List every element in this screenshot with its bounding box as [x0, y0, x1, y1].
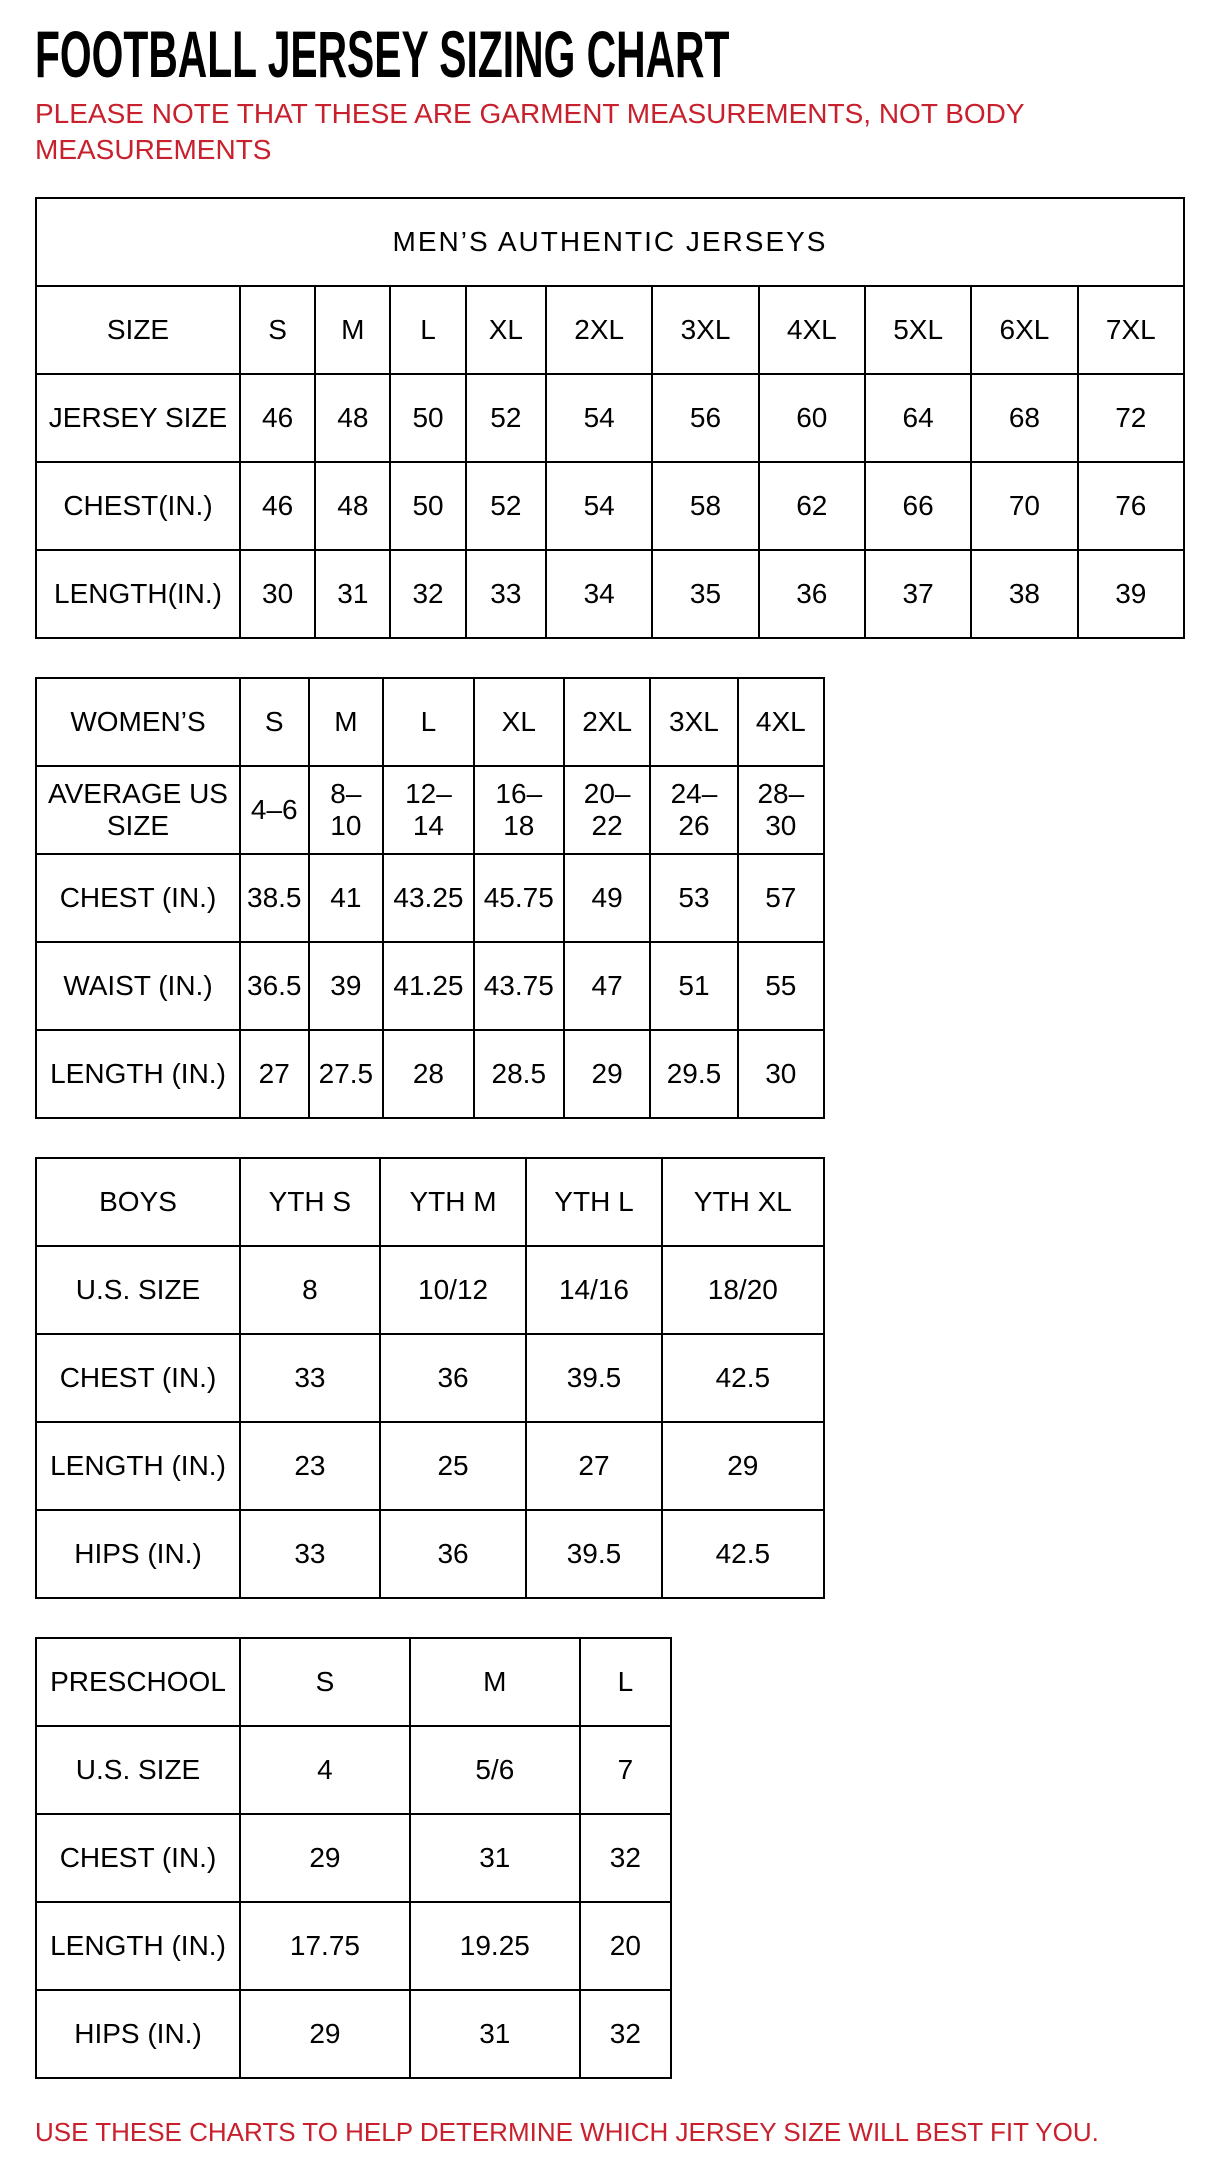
- preschool-cell: 31: [410, 1990, 580, 2078]
- womens-column-header: 2XL: [564, 678, 650, 766]
- mens-table-row: [36, 462, 1184, 550]
- mens-cell: 38: [971, 550, 1077, 638]
- womens-cell: 45.75: [474, 854, 564, 942]
- mens-cell: 64: [865, 374, 971, 462]
- preschool-row-label: LENGTH (IN.): [36, 1902, 240, 1990]
- preschool-cell: 20: [580, 1902, 671, 1990]
- womens-cell: 16–18: [474, 766, 564, 854]
- preschool-cell: 4: [240, 1726, 410, 1814]
- boys-cell: 27: [526, 1422, 661, 1510]
- womens-column-header: S: [240, 678, 309, 766]
- mens-size-table: [35, 197, 1185, 639]
- preschool-cell: 7: [580, 1726, 671, 1814]
- boys-cell: 14/16: [526, 1246, 661, 1334]
- womens-column-header: M: [309, 678, 384, 766]
- womens-table-row: [36, 854, 824, 942]
- mens-cell: 62: [759, 462, 865, 550]
- boys-row-label: HIPS (IN.): [36, 1510, 240, 1598]
- mens-column-header: L: [390, 286, 465, 374]
- mens-column-header: 3XL: [652, 286, 758, 374]
- boys-cell: 42.5: [662, 1334, 824, 1422]
- preschool-row-label: CHEST (IN.): [36, 1814, 240, 1902]
- mens-column-header: 5XL: [865, 286, 971, 374]
- boys-cell: 39.5: [526, 1510, 661, 1598]
- womens-cell: 20–22: [564, 766, 650, 854]
- womens-cell: 27: [240, 1030, 309, 1118]
- preschool-table-row: [36, 1990, 671, 2078]
- womens-cell: 43.25: [383, 854, 473, 942]
- preschool-column-header: M: [410, 1638, 580, 1726]
- boys-header-label: BOYS: [36, 1158, 240, 1246]
- womens-cell: 36.5: [240, 942, 309, 1030]
- boys-cell: 36: [380, 1334, 527, 1422]
- mens-column-header: 6XL: [971, 286, 1077, 374]
- mens-cell: 50: [390, 374, 465, 462]
- mens-column-header: 4XL: [759, 286, 865, 374]
- preschool-cell: 31: [410, 1814, 580, 1902]
- womens-cell: 28.5: [474, 1030, 564, 1118]
- womens-cell: 41.25: [383, 942, 473, 1030]
- womens-cell: 39: [309, 942, 384, 1030]
- womens-table-row: [36, 942, 824, 1030]
- mens-cell: 30: [240, 550, 315, 638]
- tables-container: [35, 197, 1185, 2079]
- womens-cell: 41: [309, 854, 384, 942]
- preschool-cell: 32: [580, 1990, 671, 2078]
- boys-row-label: CHEST (IN.): [36, 1334, 240, 1422]
- boys-column-header: YTH M: [380, 1158, 527, 1246]
- mens-cell: 33: [466, 550, 546, 638]
- womens-cell: 29: [564, 1030, 650, 1118]
- footer-note: USE THESE CHARTS TO HELP DETERMINE WHICH JERSEY SIZE WILL BEST FIT YOU.: [35, 2116, 1099, 2147]
- boys-cell: 42.5: [662, 1510, 824, 1598]
- womens-table-row: [36, 766, 824, 854]
- boys-table-row: [36, 1334, 824, 1422]
- boys-row-label: U.S. SIZE: [36, 1246, 240, 1334]
- boys-cell: 23: [240, 1422, 380, 1510]
- boys-column-header: YTH XL: [662, 1158, 824, 1246]
- womens-column-header: XL: [474, 678, 564, 766]
- mens-cell: 54: [546, 374, 652, 462]
- womens-cell: 28–30: [738, 766, 824, 854]
- boys-table-row: [36, 1246, 824, 1334]
- womens-cell: 49: [564, 854, 650, 942]
- womens-cell: 38.5: [240, 854, 309, 942]
- boys-cell: 33: [240, 1334, 380, 1422]
- page-title: FOOTBALL JERSEY SIZING CHART: [35, 17, 730, 92]
- mens-cell: 76: [1078, 462, 1184, 550]
- preschool-table-row: [36, 1902, 671, 1990]
- preschool-table-row: [36, 1726, 671, 1814]
- mens-column-header: S: [240, 286, 315, 374]
- mens-row-label: LENGTH(IN.): [36, 550, 240, 638]
- mens-table-banner: MEN’S AUTHENTIC JERSEYS: [36, 198, 1184, 286]
- mens-cell: 52: [466, 462, 546, 550]
- womens-cell: 55: [738, 942, 824, 1030]
- mens-cell: 70: [971, 462, 1077, 550]
- boys-table-row: [36, 1422, 824, 1510]
- preschool-size-table: [35, 1637, 672, 2079]
- preschool-cell: 5/6: [410, 1726, 580, 1814]
- boys-column-header: YTH L: [526, 1158, 661, 1246]
- mens-cell: 72: [1078, 374, 1184, 462]
- womens-row-label: WAIST (IN.): [36, 942, 240, 1030]
- womens-cell: 43.75: [474, 942, 564, 1030]
- womens-cell: 8–10: [309, 766, 384, 854]
- womens-cell: 27.5: [309, 1030, 384, 1118]
- mens-header-label: SIZE: [36, 286, 240, 374]
- mens-table-row: [36, 374, 1184, 462]
- mens-cell: 35: [652, 550, 758, 638]
- mens-cell: 48: [315, 374, 390, 462]
- preschool-cell: 19.25: [410, 1902, 580, 1990]
- mens-cell: 32: [390, 550, 465, 638]
- boys-cell: 10/12: [380, 1246, 527, 1334]
- mens-cell: 46: [240, 462, 315, 550]
- womens-header-label: WOMEN’S: [36, 678, 240, 766]
- womens-cell: 4–6: [240, 766, 309, 854]
- boys-cell: 36: [380, 1510, 527, 1598]
- mens-cell: 50: [390, 462, 465, 550]
- preschool-cell: 29: [240, 1990, 410, 2078]
- preschool-row-label: U.S. SIZE: [36, 1726, 240, 1814]
- mens-row-label: JERSEY SIZE: [36, 374, 240, 462]
- womens-column-header: 4XL: [738, 678, 824, 766]
- boys-cell: 29: [662, 1422, 824, 1510]
- womens-cell: 47: [564, 942, 650, 1030]
- womens-table-row: [36, 1030, 824, 1118]
- boys-cell: 33: [240, 1510, 380, 1598]
- boys-cell: 18/20: [662, 1246, 824, 1334]
- mens-cell: 31: [315, 550, 390, 638]
- boys-cell: 25: [380, 1422, 527, 1510]
- mens-row-label: CHEST(IN.): [36, 462, 240, 550]
- womens-row-label: AVERAGE US SIZE: [36, 766, 240, 854]
- boys-cell: 39.5: [526, 1334, 661, 1422]
- boys-column-header: YTH S: [240, 1158, 380, 1246]
- womens-column-header: 3XL: [650, 678, 737, 766]
- mens-cell: 34: [546, 550, 652, 638]
- mens-column-header: 7XL: [1078, 286, 1184, 374]
- womens-cell: 28: [383, 1030, 473, 1118]
- boys-cell: 8: [240, 1246, 380, 1334]
- preschool-cell: 29: [240, 1814, 410, 1902]
- mens-cell: 36: [759, 550, 865, 638]
- mens-cell: 52: [466, 374, 546, 462]
- mens-column-header: M: [315, 286, 390, 374]
- mens-column-header: XL: [466, 286, 546, 374]
- mens-cell: 39: [1078, 550, 1184, 638]
- mens-cell: 54: [546, 462, 652, 550]
- preschool-header-label: PRESCHOOL: [36, 1638, 240, 1726]
- preschool-column-header: S: [240, 1638, 410, 1726]
- womens-cell: 57: [738, 854, 824, 942]
- womens-cell: 53: [650, 854, 737, 942]
- womens-cell: 30: [738, 1030, 824, 1118]
- womens-cell: 51: [650, 942, 737, 1030]
- mens-cell: 56: [652, 374, 758, 462]
- preschool-table-row: [36, 1814, 671, 1902]
- mens-cell: 58: [652, 462, 758, 550]
- boys-size-table: [35, 1157, 825, 1599]
- mens-cell: 60: [759, 374, 865, 462]
- preschool-cell: 17.75: [240, 1902, 410, 1990]
- mens-cell: 66: [865, 462, 971, 550]
- womens-cell: 24–26: [650, 766, 737, 854]
- preschool-cell: 32: [580, 1814, 671, 1902]
- preschool-row-label: HIPS (IN.): [36, 1990, 240, 2078]
- mens-cell: 46: [240, 374, 315, 462]
- womens-column-header: L: [383, 678, 473, 766]
- mens-table-row: [36, 550, 1184, 638]
- mens-cell: 37: [865, 550, 971, 638]
- garment-measurements-note: PLEASE NOTE THAT THESE ARE GARMENT MEASUREMENTS, NOT BODY MEASUREMENTS: [35, 98, 1025, 166]
- mens-cell: 68: [971, 374, 1077, 462]
- womens-cell: 12–14: [383, 766, 473, 854]
- boys-table-row: [36, 1510, 824, 1598]
- mens-column-header: 2XL: [546, 286, 652, 374]
- boys-row-label: LENGTH (IN.): [36, 1422, 240, 1510]
- womens-row-label: CHEST (IN.): [36, 854, 240, 942]
- preschool-column-header: L: [580, 1638, 671, 1726]
- womens-row-label: LENGTH (IN.): [36, 1030, 240, 1118]
- womens-size-table: [35, 677, 825, 1119]
- mens-cell: 48: [315, 462, 390, 550]
- womens-cell: 29.5: [650, 1030, 737, 1118]
